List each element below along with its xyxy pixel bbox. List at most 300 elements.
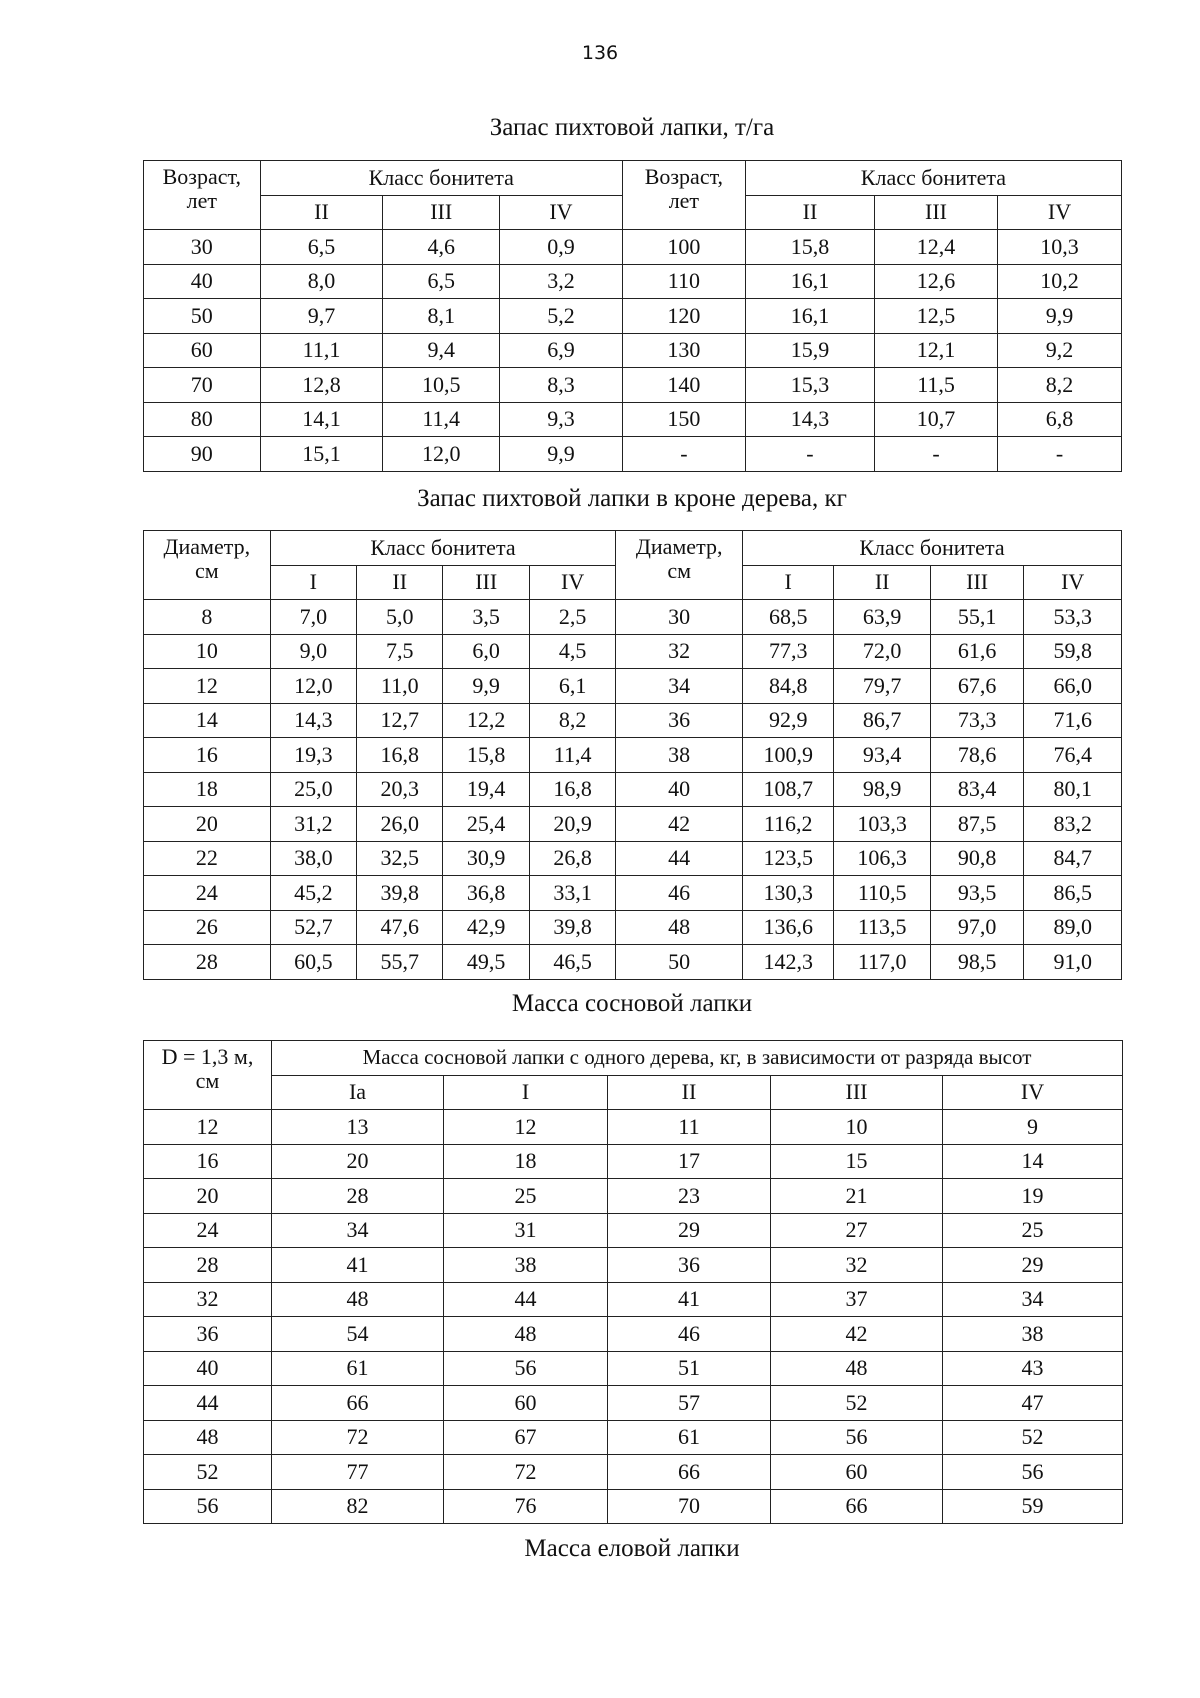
table-cell: 123,5	[742, 841, 833, 876]
table-cell: 76	[444, 1489, 608, 1524]
table-cell: 67,6	[930, 669, 1023, 704]
table-cell: 61,6	[930, 634, 1023, 669]
table-cell: 26,0	[357, 807, 443, 842]
table-cell: 87,5	[930, 807, 1023, 842]
table-cell: 9,7	[260, 299, 383, 334]
table-cell: 44	[444, 1282, 608, 1317]
table-cell: 38	[444, 1248, 608, 1283]
table-row	[144, 1213, 1123, 1248]
class-header: II	[260, 195, 383, 230]
table-cell: 100	[622, 230, 745, 265]
table-cell: 117,0	[834, 945, 930, 980]
table-cell: 37	[771, 1282, 943, 1317]
table-cell: 90	[144, 437, 261, 472]
table-cell: 30	[144, 230, 261, 265]
table-cell: 5,0	[357, 600, 443, 635]
table-row	[144, 634, 1122, 669]
table-cell: 10,3	[997, 230, 1121, 265]
table-cell: 20	[144, 807, 271, 842]
key-column-header-line: Возраст,	[644, 164, 724, 189]
table-cell: 89,0	[1024, 910, 1122, 945]
header-row	[144, 1041, 1123, 1076]
table-cell: 12	[144, 669, 271, 704]
table-fir-crown	[143, 530, 1122, 980]
table-cell: 19,3	[270, 738, 356, 773]
table-cell: 9,2	[997, 333, 1121, 368]
table-cell: 86,5	[1024, 876, 1122, 911]
table-cell: 24	[144, 1213, 272, 1248]
table-cell: 38,0	[270, 841, 356, 876]
table-cell: 40	[616, 772, 743, 807]
table-cell: 50	[144, 299, 261, 334]
table-cell: 40	[144, 264, 261, 299]
table-row	[144, 1386, 1123, 1421]
table-cell: 48	[444, 1317, 608, 1352]
key-column-header	[622, 161, 745, 230]
table-cell: 40	[144, 1351, 272, 1386]
table-cell: 23	[608, 1179, 771, 1214]
table-cell: 4,6	[383, 230, 500, 265]
table-cell: 66	[272, 1386, 444, 1421]
table-cell: 39,8	[529, 910, 615, 945]
table-cell: 55,1	[930, 600, 1023, 635]
table-cell: 12,0	[270, 669, 356, 704]
table-cell: 32	[616, 634, 743, 669]
table-cell: 12,1	[875, 333, 998, 368]
table-cell: 91,0	[1024, 945, 1122, 980]
table-cell: 30	[616, 600, 743, 635]
table-cell: 14,3	[270, 703, 356, 738]
class-header: III	[771, 1075, 943, 1110]
class-header-row	[144, 1075, 1123, 1110]
table-cell: 52	[943, 1420, 1123, 1455]
class-header: III	[930, 565, 1023, 600]
table-cell: 47,6	[357, 910, 443, 945]
table-cell: 63,9	[834, 600, 930, 635]
group-header: Масса сосновой лапки с одного дерева, кг, в зависимости от разряда высот	[272, 1041, 1123, 1076]
table-cell: 25	[444, 1179, 608, 1214]
table-cell: 82	[272, 1489, 444, 1524]
class-header: III	[875, 195, 998, 230]
table-cell: 8,1	[383, 299, 500, 334]
key-column-header	[144, 531, 271, 600]
table-cell: 60	[771, 1455, 943, 1490]
table-cell: 120	[622, 299, 745, 334]
table-cell: 54	[272, 1317, 444, 1352]
table-cell: 3,2	[500, 264, 623, 299]
table-cell: 57	[608, 1386, 771, 1421]
table-cell: 93,4	[834, 738, 930, 773]
next-section-heading: Масса еловой лапки	[524, 1535, 740, 1562]
table-cell: 55,7	[357, 945, 443, 980]
table-cell: 28	[144, 945, 271, 980]
table-cell: 6,1	[529, 669, 615, 704]
table-cell: 110,5	[834, 876, 930, 911]
table-cell: -	[997, 437, 1121, 472]
table-cell: 46	[616, 876, 743, 911]
table-cell: 11,0	[357, 669, 443, 704]
table-cell: 103,3	[834, 807, 930, 842]
key-column-header	[144, 161, 261, 230]
table-cell: 108,7	[742, 772, 833, 807]
table-cell: 142,3	[742, 945, 833, 980]
table-cell: 92,9	[742, 703, 833, 738]
table-cell: 49,5	[443, 945, 529, 980]
table-cell: 72	[444, 1455, 608, 1490]
group-header: Класс бонитета	[745, 161, 1121, 196]
table-row	[144, 945, 1122, 980]
table-pine	[143, 1040, 1123, 1524]
table-cell: 44	[616, 841, 743, 876]
table-cell: 66	[771, 1489, 943, 1524]
table-cell: 12,2	[443, 703, 529, 738]
table-cell: 29	[943, 1248, 1123, 1283]
class-header: II	[608, 1075, 771, 1110]
table-cell: 12	[444, 1110, 608, 1145]
table-cell: 83,2	[1024, 807, 1122, 842]
table-cell: 18	[144, 772, 271, 807]
table-cell: 84,7	[1024, 841, 1122, 876]
key-column-header-line: D = 1,3 м,	[161, 1044, 254, 1069]
key-column-header-line: лет	[668, 188, 700, 214]
table-cell: 16,1	[745, 264, 874, 299]
table-cell: 48	[272, 1282, 444, 1317]
table-cell: 51	[608, 1351, 771, 1386]
class-header: I	[444, 1075, 608, 1110]
table-cell: 45,2	[270, 876, 356, 911]
table-cell: 26	[144, 910, 271, 945]
table-cell: 50	[616, 945, 743, 980]
class-header: II	[357, 565, 443, 600]
table-row	[144, 600, 1122, 635]
table-cell: 61	[272, 1351, 444, 1386]
table-cell: 14	[144, 703, 271, 738]
table-cell: 38	[943, 1317, 1123, 1352]
table-row	[144, 1144, 1123, 1179]
table-cell: 60	[144, 333, 261, 368]
table-cell: 70	[608, 1489, 771, 1524]
table-row	[144, 1455, 1123, 1490]
table-cell: 36	[608, 1248, 771, 1283]
table-cell: 9	[943, 1110, 1123, 1145]
table-cell: 106,3	[834, 841, 930, 876]
table-row	[144, 299, 1122, 334]
group-header: Класс бонитета	[260, 161, 622, 196]
table-row	[144, 333, 1122, 368]
table-cell: 56	[943, 1455, 1123, 1490]
table-cell: 9,0	[270, 634, 356, 669]
class-header: IV	[943, 1075, 1123, 1110]
table-cell: 80	[144, 402, 261, 437]
class-header: II	[745, 195, 874, 230]
table-cell: 97,0	[930, 910, 1023, 945]
table-cell: 113,5	[834, 910, 930, 945]
key-column-header-line: лет	[186, 188, 217, 214]
table-cell: 61	[608, 1420, 771, 1455]
table-cell: -	[745, 437, 874, 472]
table-cell: 48	[616, 910, 743, 945]
table-cell: 98,9	[834, 772, 930, 807]
table-cell: 76,4	[1024, 738, 1122, 773]
table-cell: 2,5	[529, 600, 615, 635]
table-cell: 17	[608, 1144, 771, 1179]
table-row	[144, 807, 1122, 842]
table-cell: 136,6	[742, 910, 833, 945]
table-cell: 56	[444, 1351, 608, 1386]
table-cell: 41	[272, 1248, 444, 1283]
table-cell: 29	[608, 1213, 771, 1248]
table-cell: 72	[272, 1420, 444, 1455]
table-row	[144, 1282, 1123, 1317]
table-cell: 140	[622, 368, 745, 403]
table-cell: 14,1	[260, 402, 383, 437]
table-cell: 20	[144, 1179, 272, 1214]
table-cell: 19,4	[443, 772, 529, 807]
table-cell: 130	[622, 333, 745, 368]
table-cell: 16,8	[357, 738, 443, 773]
table-cell: 10,2	[997, 264, 1121, 299]
table-cell: 34	[616, 669, 743, 704]
key-column-header-line: Диаметр,	[635, 534, 723, 559]
table-cell: 48	[771, 1351, 943, 1386]
table-cell: 7,0	[270, 600, 356, 635]
table-cell: 32	[144, 1282, 272, 1317]
class-header: III	[383, 195, 500, 230]
table-cell: 77,3	[742, 634, 833, 669]
table-cell: 130,3	[742, 876, 833, 911]
key-column-header-line: Диаметр,	[163, 534, 251, 559]
table-cell: 36	[616, 703, 743, 738]
key-column-header-line: см	[667, 558, 691, 584]
table-cell: 8	[144, 600, 271, 635]
table-cell: 27	[771, 1213, 943, 1248]
table-cell: 12,0	[383, 437, 500, 472]
page-number: 136	[581, 42, 619, 64]
table-row	[144, 1489, 1123, 1524]
table-fir-stock	[143, 160, 1122, 472]
table-cell: 16	[144, 1144, 272, 1179]
table-cell: 28	[144, 1248, 272, 1283]
table-cell: 9,9	[500, 437, 623, 472]
table-cell: 10	[771, 1110, 943, 1145]
key-column-header-line: Возраст,	[162, 164, 241, 189]
table-cell: 20,9	[529, 807, 615, 842]
table-cell: 10,5	[383, 368, 500, 403]
table-row	[144, 230, 1122, 265]
table-cell: 25,4	[443, 807, 529, 842]
table-cell: 14	[943, 1144, 1123, 1179]
table-cell: 8,3	[500, 368, 623, 403]
table-cell: 20,3	[357, 772, 443, 807]
table-cell: 14,3	[745, 402, 874, 437]
table-cell: 72,0	[834, 634, 930, 669]
table-cell: 15,8	[443, 738, 529, 773]
table-cell: 39,8	[357, 876, 443, 911]
table-row	[144, 703, 1122, 738]
table-cell: 8,2	[529, 703, 615, 738]
table-cell: 8,0	[260, 264, 383, 299]
table-row	[144, 772, 1122, 807]
table-cell: 59,8	[1024, 634, 1122, 669]
table-cell: 42	[771, 1317, 943, 1352]
table-cell: 116,2	[742, 807, 833, 842]
table-cell: 11,1	[260, 333, 383, 368]
table-cell: 13	[272, 1110, 444, 1145]
table-cell: 84,8	[742, 669, 833, 704]
group-header: Класс бонитета	[742, 531, 1121, 566]
class-header: I	[742, 565, 833, 600]
table-cell: 12,4	[875, 230, 998, 265]
table-cell: 79,7	[834, 669, 930, 704]
table-cell: 32	[771, 1248, 943, 1283]
table-cell: 15,1	[260, 437, 383, 472]
table-row	[144, 1351, 1123, 1386]
table-cell: 12,8	[260, 368, 383, 403]
table-cell: 10,7	[875, 402, 998, 437]
table-cell: 11,5	[875, 368, 998, 403]
class-header: IV	[1024, 565, 1122, 600]
table-cell: -	[622, 437, 745, 472]
table-cell: 42	[616, 807, 743, 842]
table-cell: 73,3	[930, 703, 1023, 738]
table-cell: 20	[272, 1144, 444, 1179]
table-cell: 100,9	[742, 738, 833, 773]
table-cell: 6,5	[260, 230, 383, 265]
table-cell: 93,5	[930, 876, 1023, 911]
table-cell: 11,4	[383, 402, 500, 437]
table-title-pine: Масса сосновой лапки	[511, 990, 753, 1017]
table-cell: 6,0	[443, 634, 529, 669]
table-row	[144, 264, 1122, 299]
table-cell: 67	[444, 1420, 608, 1455]
table-cell: 9,9	[443, 669, 529, 704]
table-cell: 15,3	[745, 368, 874, 403]
table-cell: 31	[444, 1213, 608, 1248]
table-cell: 26,8	[529, 841, 615, 876]
table-cell: 15,9	[745, 333, 874, 368]
key-column-header-line: см	[195, 1068, 220, 1094]
table-cell: 83,4	[930, 772, 1023, 807]
table-cell: 70	[144, 368, 261, 403]
table-cell: 9,3	[500, 402, 623, 437]
table-row	[144, 1179, 1123, 1214]
table-cell: 16	[144, 738, 271, 773]
table-cell: 52,7	[270, 910, 356, 945]
table-cell: 48	[144, 1420, 272, 1455]
class-header: IV	[529, 565, 615, 600]
table-row	[144, 669, 1122, 704]
table-cell: -	[875, 437, 998, 472]
key-column-header	[144, 1041, 272, 1110]
table-cell: 12,7	[357, 703, 443, 738]
key-column-header	[616, 531, 743, 600]
table-cell: 150	[622, 402, 745, 437]
table-cell: 71,6	[1024, 703, 1122, 738]
table-cell: 46,5	[529, 945, 615, 980]
table-cell: 18	[444, 1144, 608, 1179]
class-header: II	[834, 565, 930, 600]
table-cell: 56	[144, 1489, 272, 1524]
key-column-header-line: см	[194, 558, 219, 584]
table-cell: 41	[608, 1282, 771, 1317]
table-cell: 9,4	[383, 333, 500, 368]
table-cell: 6,5	[383, 264, 500, 299]
table-cell: 56	[771, 1420, 943, 1455]
table-title-fir-stock: Запас пихтовой лапки, т/га	[489, 114, 775, 141]
table-cell: 9,9	[997, 299, 1121, 334]
table-cell: 16,8	[529, 772, 615, 807]
table-row	[144, 368, 1122, 403]
table-cell: 10	[144, 634, 271, 669]
class-header: I	[270, 565, 356, 600]
table-row	[144, 841, 1122, 876]
table-cell: 78,6	[930, 738, 1023, 773]
table-cell: 59	[943, 1489, 1123, 1524]
table-row	[144, 1420, 1123, 1455]
table-cell: 68,5	[742, 600, 833, 635]
table-cell: 53,3	[1024, 600, 1122, 635]
table-cell: 22	[144, 841, 271, 876]
table-cell: 8,2	[997, 368, 1121, 403]
table-cell: 5,2	[500, 299, 623, 334]
class-header: IV	[997, 195, 1121, 230]
table-cell: 7,5	[357, 634, 443, 669]
header-row	[144, 531, 1122, 566]
table-cell: 66	[608, 1455, 771, 1490]
class-header: Ia	[272, 1075, 444, 1110]
table-cell: 25	[943, 1213, 1123, 1248]
table-cell: 34	[272, 1213, 444, 1248]
table-cell: 0,9	[500, 230, 623, 265]
table-cell: 36	[144, 1317, 272, 1352]
table-cell: 19	[943, 1179, 1123, 1214]
table-cell: 4,5	[529, 634, 615, 669]
table-cell: 44	[144, 1386, 272, 1421]
table-cell: 60	[444, 1386, 608, 1421]
table-title-fir-crown: Запас пихтовой лапки в кроне дерева, кг	[417, 485, 847, 512]
table-row	[144, 738, 1122, 773]
table-cell: 33,1	[529, 876, 615, 911]
table-cell: 43	[943, 1351, 1123, 1386]
table-cell: 24	[144, 876, 271, 911]
table-cell: 3,5	[443, 600, 529, 635]
table-cell: 25,0	[270, 772, 356, 807]
table-cell: 110	[622, 264, 745, 299]
table-cell: 31,2	[270, 807, 356, 842]
table-cell: 15,8	[745, 230, 874, 265]
table-cell: 52	[144, 1455, 272, 1490]
table-cell: 30,9	[443, 841, 529, 876]
table-cell: 21	[771, 1179, 943, 1214]
table-cell: 11,4	[529, 738, 615, 773]
table-row	[144, 876, 1122, 911]
table-cell: 77	[272, 1455, 444, 1490]
table-row	[144, 402, 1122, 437]
table-cell: 90,8	[930, 841, 1023, 876]
table-row	[144, 910, 1122, 945]
table-cell: 12	[144, 1110, 272, 1145]
table-row	[144, 1110, 1123, 1145]
table-cell: 12,6	[875, 264, 998, 299]
table-row	[144, 1248, 1123, 1283]
table-cell: 15	[771, 1144, 943, 1179]
table-cell: 16,1	[745, 299, 874, 334]
table-row	[144, 1317, 1123, 1352]
table-cell: 46	[608, 1317, 771, 1352]
table-cell: 52	[771, 1386, 943, 1421]
table-cell: 12,5	[875, 299, 998, 334]
table-cell: 11	[608, 1110, 771, 1145]
